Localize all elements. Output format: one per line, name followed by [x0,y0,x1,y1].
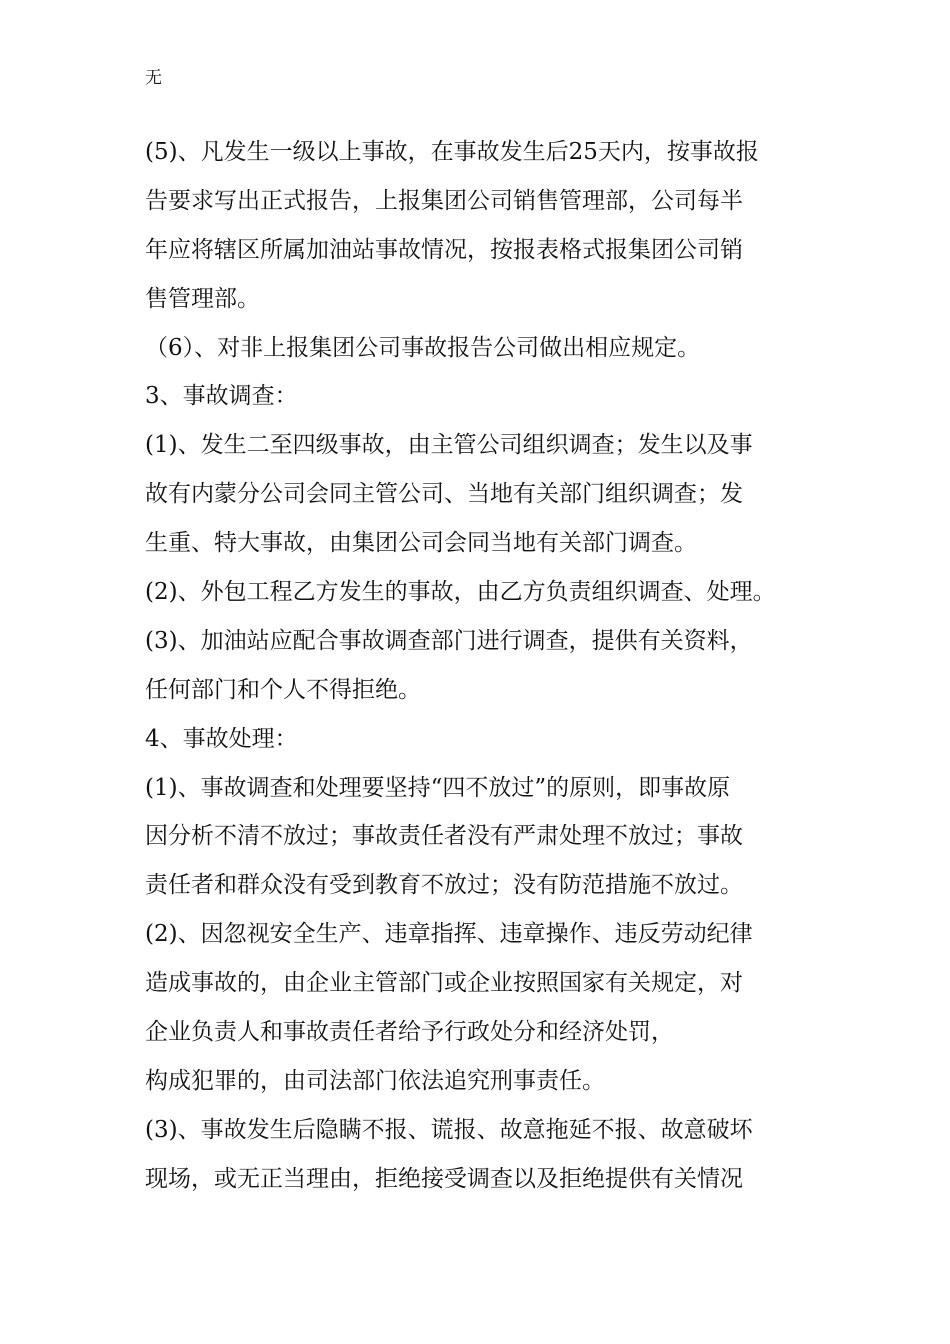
text-line: 企业负责人和事故责任者给予行政处分和经济处罚， [145,1019,674,1046]
text-line: 责任者和群众没有受到教育不放过；没有防范措施不放过。 [145,872,743,899]
text-line: (1)、事故调查和处理要坚持“四不放过”的原则，即事故原 [145,774,731,801]
document-body [145,128,815,1204]
text-line: 任何部门和个人不得拒绝。 [145,676,421,703]
text-line: 构成犯罪的，由司法部门依法追究刑事责任。 [145,1067,605,1094]
text-line: （6）、对非上报集团公司事故报告公司做出相应规定。 [145,334,701,361]
text-line: 年应将辖区所属加油站事故情况，按报表格式报集团公司销 [145,236,743,263]
text-line: (3)、事故发生后隐瞒不报、谎报、故意拖延不报、故意破坏 [145,1116,753,1143]
text-line: 生重、特大事故，由集团公司会同当地有关部门调查。 [145,530,697,557]
section-heading: 4、事故处理： [145,725,298,752]
text-line: 售管理部。 [145,285,260,312]
text-line: (2)、因忽视安全生产、违章指挥、违章操作、违反劳动纪律 [145,921,753,948]
text-line: 故有内蒙分公司会同主管公司、当地有关部门组织调查；发 [145,481,743,508]
text-line: 因分析不清不放过；事故责任者没有严肃处理不放过；事故 [145,823,743,850]
section-heading: 3、事故调查： [145,383,298,410]
text-line: (3)、加油站应配合事故调查部门进行调查，提供有关资料， [145,627,753,654]
text-line: (1)、发生二至四级事故，由主管公司组织调查；发生以及事 [145,432,753,459]
text-line: (5)、凡发生一级以上事故，在事故发生后25天内，按事故报 [145,139,759,165]
text-line: 告要求写出正式报告，上报集团公司销售管理部，公司每半 [145,187,743,214]
text-line: 造成事故的，由企业主管部门或企业按照国家有关规定，对 [145,970,743,997]
text-line: (2)、外包工程乙方发生的事故，由乙方负责组织调查、处理。 [145,579,776,606]
header-note: 无 [145,68,162,88]
text-line: 现场，或无正当理由，拒绝接受调查以及拒绝提供有关情况 [145,1165,743,1192]
